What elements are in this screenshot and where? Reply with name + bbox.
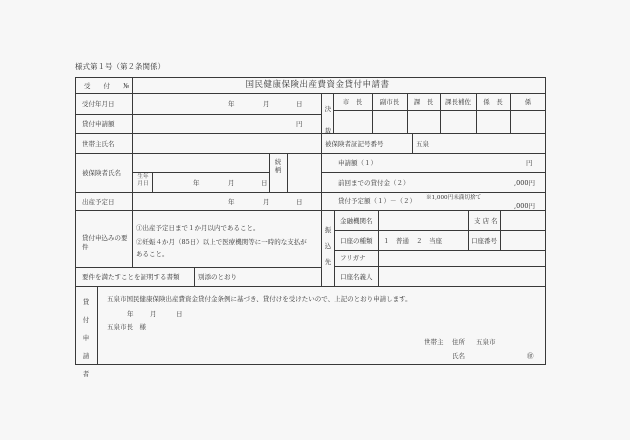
account-number-label: 口座番号 [471,237,497,245]
rule-transfer-3 [334,266,546,267]
insured-name-label: 被保険者氏名 [82,169,121,177]
rule-transfer-1 [334,230,546,231]
rule-amount-2 [321,192,546,193]
rule-center [321,93,322,286]
scheduled-note: ※1,000円未満切捨て [426,195,482,201]
requirement-1: ①出産予定日まで１か月以内であること。 [136,224,260,232]
rule-applicant-top [75,286,546,287]
account-type-1-number: １ [383,237,390,245]
name-label: 氏名 [452,352,465,360]
householder-label: 世帯主氏名 [82,140,115,148]
rule-amount-1 [321,172,546,173]
rule-branch-split [468,210,469,250]
applied-amount-label: 貸付申請額 [82,120,115,128]
due-date-month: 月 [263,198,270,206]
rule-title-split [132,77,133,93]
approval-col-deputy-mayor: 副市長 [379,98,400,106]
request-amount-unit: 円 [526,159,533,167]
account-type-2-text: 当座 [429,237,442,245]
receipt-date-month: 月 [263,100,270,108]
approval-col-subsection-chief: 係 長 [483,98,503,106]
rule-left-6 [75,267,321,268]
bank-name-label: 金融機関名 [340,217,373,225]
proof-docs-label: 要件を満たすことを証明する書類 [82,273,180,281]
rule-proof-split [194,267,195,286]
form-title: 国民健康保険出産費資金貸付申請書 [245,80,390,90]
proof-docs-value: 別添のとおり [198,273,237,281]
branch-name-label: 支 店 名 [474,217,498,225]
request-amount-label: 申請額（１） [338,159,377,167]
approval-col-mayor: 市 長 [342,98,363,106]
account-type-2-number: ２ [416,237,423,245]
requirements-label: 貸付申込みの要件 [82,234,128,251]
address-value: 五泉市 [476,338,496,346]
householder-caption: 世帯主 [424,338,444,346]
applicant-label: 貸付申請者 [82,298,90,378]
account-type-option-2[interactable] [416,237,442,245]
rule-cert-split [412,133,413,153]
rule-transfer-label [334,210,335,286]
prior-loan-label: 前回までの貸付金（２） [338,179,410,187]
applicant-date-year: 年 [127,310,134,318]
seal-mark: ㊞ [527,352,534,360]
receipt-number-label: 受 付 № [84,82,130,90]
account-type-1-text: 普通 [396,237,409,245]
dob-day: 日 [261,179,268,187]
address-label: 住所 [452,338,465,346]
account-type-option-1[interactable] [383,237,409,245]
applied-amount-unit: 円 [296,120,303,128]
rule-relationship-value [287,153,288,192]
scheduled-amount-label: 貸付予定額（１）－（２） [338,197,416,205]
due-date-year: 年 [228,198,235,206]
rule-approval-bottom [321,133,546,134]
dob-label: 生年月日 [137,174,149,187]
addressee: 五泉市長 様 [107,323,146,331]
account-holder-label: 口座名義人 [340,273,373,281]
rule-label-col [132,93,133,267]
rule-applicant-label [97,286,98,365]
dob-month: 月 [228,179,235,187]
applicant-date-day: 日 [176,310,183,318]
transfer-label: 振込先 [324,226,332,266]
approval-col-staff: 係 [524,98,532,106]
prior-loan-unit: ,000円 [514,179,535,187]
rule-transfer-top [75,210,546,211]
rule-dob-label [152,172,153,192]
relationship-label: 続柄 [274,158,282,174]
approval-col-assistant-chief: 課長補佐 [445,98,471,106]
rule-branch-value [500,210,501,250]
receipt-date-label: 受付年月日 [82,100,115,108]
rule-transfer-2 [334,250,546,251]
approval-col-section-chief: 課 長 [413,98,434,106]
insured-cert-label: 被保険者証記号番号 [325,140,384,148]
approval-label: 決裁 [324,105,332,135]
applicant-statement: 五泉市国民健康保険出産費資金貸付金条例に基づき、貸付けを受けたいので、上記のとおり申請します。 [107,295,412,303]
applicant-date-month: 月 [150,310,157,318]
scheduled-amount-unit: ,000円 [514,202,535,210]
rule-left-2 [75,114,321,115]
due-date-day: 日 [296,198,303,206]
receipt-date-day: 日 [296,100,303,108]
requirement-2a: ②妊娠４か月（85日）以上で医療機関等に一時的な支払が [136,238,307,246]
furigana-label: フリガナ [340,254,366,262]
account-type-label: 口座の種類 [340,237,373,245]
form-label: 様式第１号（第２条関係） [75,62,165,71]
due-date-label: 出産予定日 [82,198,115,206]
dob-year: 年 [193,179,200,187]
requirement-2b: あること。 [136,250,169,258]
rule-left-3 [75,133,321,134]
insured-cert-value: 五泉 [416,140,429,148]
rule-relationship-col [269,153,270,192]
rule-left-4 [75,153,546,154]
rule-transfer-labels [378,210,379,286]
receipt-date-year: 年 [228,100,235,108]
rule-left-5 [75,192,321,193]
